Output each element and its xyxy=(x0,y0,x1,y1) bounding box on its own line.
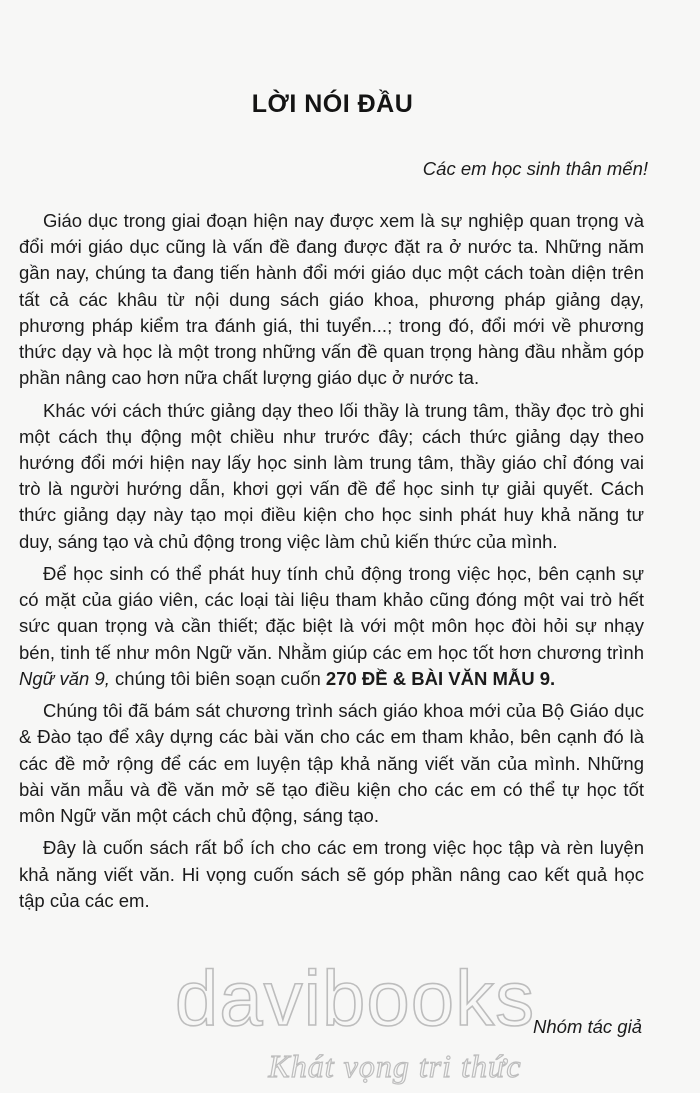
paragraph-5: Đây là cuốn sách rất bổ ích cho các em trong việc học tập và rèn luyện khả năng viết văn. Hi vọng cuốn sách sẽ góp phần nâng cao kết quả học tập của các em. xyxy=(19,837,644,911)
paragraph-3-middle: chúng tôi biên soạn cuốn xyxy=(109,667,326,689)
paragraph-3-text: Để học sinh có thể phát huy tính chủ động trong việc học, bên cạnh sự có mặt của giáo viên, các loại tài liệu tham khảo cũng đóng một vai trò hết sức quan trọng và cần thiết; đặc biệt là với một môn học đòi hỏi sự nhạy bén, tinh tế như môn Ngữ văn. Nhằm giúp các em học tốt hơn chương trình xyxy=(19,563,644,663)
preface-body xyxy=(19,208,644,920)
salutation: Các em học sinh thân mến! xyxy=(422,158,648,179)
course-title: Ngữ văn 9, xyxy=(19,667,110,689)
watermark-brand: davibooks xyxy=(174,955,536,1042)
paragraph-4: Chúng tôi đã bám sát chương trình sách giáo khoa mới của Bộ Giáo dục & Đào tạo để xây dựng các bài văn cho các em tham khảo, bên cạnh đó là các đề mở rộng để các em luyện tập khả năng viết văn của mình. Những bài văn mẫu và đề văn mở sẽ tạo điều kiện cho các em có thể tự học tốt môn Ngữ văn một cách chủ động, sáng tạo. xyxy=(19,700,644,827)
watermark-slogan: Khát vọng tri thức xyxy=(268,1048,522,1084)
paragraph-3 xyxy=(19,561,644,692)
page-title: LỜI NÓI ĐẦU xyxy=(251,90,414,118)
book-title: 270 ĐỀ & BÀI VĂN MẪU 9. xyxy=(325,667,556,689)
davibooks-watermark xyxy=(155,955,555,1090)
paragraph-2: Khác với cách thức giảng dạy theo lối thầy là trung tâm, thầy đọc trò ghi một cách thụ động một chiều như trước đây; cách thức giảng dạy theo hướng đổi mới hiện nay lấy học sinh làm trung tâm, thầy giáo chỉ đóng vai trò là người hướng dẫn, khơi gợi vấn đề để học sinh tự giải quyết. Cách thức giảng dạy này tạo mọi điều kiện cho học sinh phát huy khả năng tư duy, sáng tạo và chủ động trong việc làm chủ kiến thức của mình. xyxy=(19,399,644,552)
watermark-logo xyxy=(155,955,555,1090)
paragraph-1: Giáo dục trong giai đoạn hiện nay được xem là sự nghiệp quan trọng và đổi mới giáo dục cũng là vấn đề đang được đặt ra ở nước ta. Những năm gần nay, chúng ta đang tiến hành đổi mới giáo dục một cách toàn diện trên tất cả các khâu từ nội dung sách giáo khoa, phương pháp giảng dạy, phương pháp kiểm tra đánh giá, thi tuyển...; trong đó, đổi mới về phương thức dạy và học là một trong những vấn đề quan trọng hàng đầu nhằm góp phần nâng cao hơn nữa chất lượng giáo dục ở nước ta. xyxy=(19,210,644,389)
author-signature: Nhóm tác giả xyxy=(533,1016,642,1037)
